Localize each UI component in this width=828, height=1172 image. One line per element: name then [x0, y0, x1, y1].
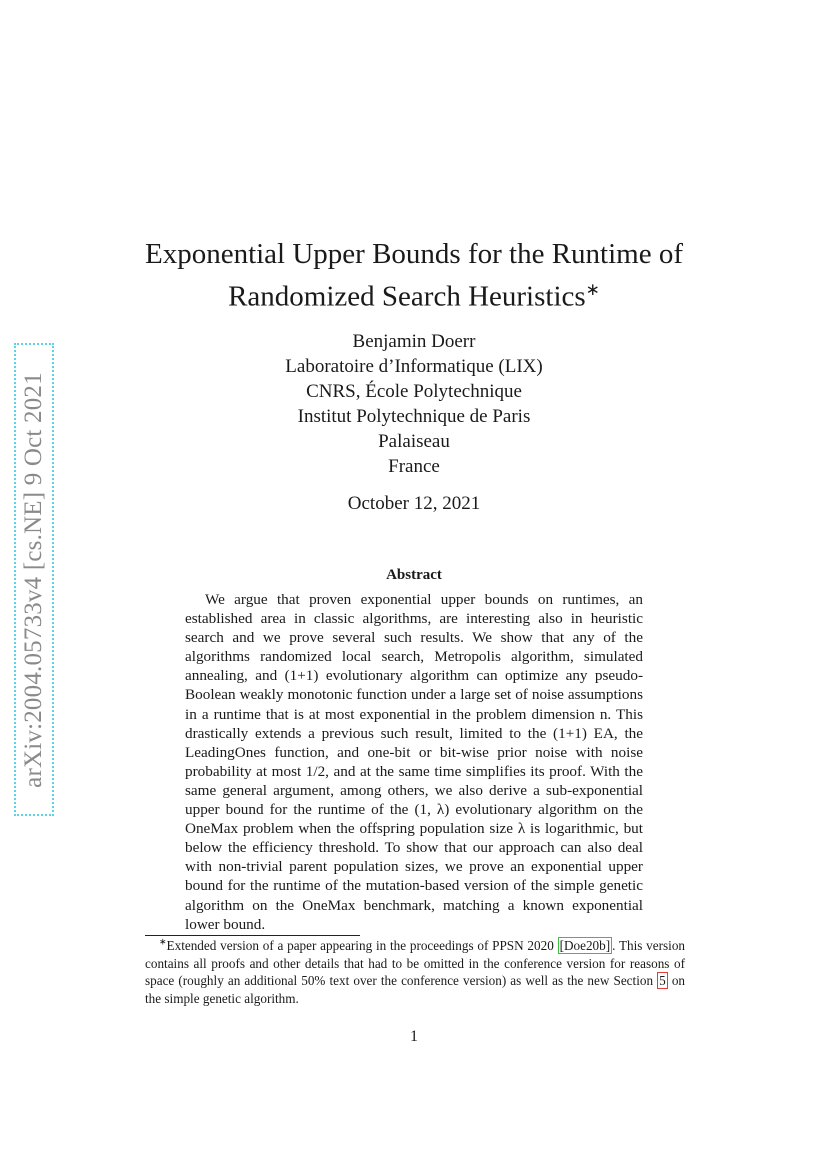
arxiv-identifier-text: arXiv:2004.05733v4 [cs.NE] 9 Oct 2021 — [20, 371, 47, 788]
footnote-paragraph — [145, 937, 685, 1007]
author-block — [0, 329, 828, 479]
abstract-body — [185, 590, 643, 934]
title-footnote-marker[interactable]: ∗ — [585, 280, 600, 299]
title-line-1: Exponential Upper Bounds for the Runtime of — [144, 238, 683, 270]
affiliation-line: CNRS, École Polytechnique — [306, 381, 522, 402]
affiliation-line: Palaiseau — [378, 431, 450, 452]
author-name: Benjamin Doerr — [352, 331, 476, 352]
affiliation-line: Laboratoire d’Informatique (LIX) — [285, 356, 543, 377]
section-reference-link[interactable]: 5 — [659, 973, 666, 989]
title-line-2-text: Randomized Search Heuristics — [228, 280, 586, 313]
footnote-text-end: on the simple genetic algorithm. — [145, 973, 686, 1006]
footnote — [145, 937, 685, 1007]
abstract-heading: Abstract — [386, 567, 442, 583]
footnote-marker: ∗ — [159, 936, 167, 947]
affiliation-line: France — [388, 456, 440, 477]
footnote-text-middle: . This version contains all proofs and other details that had to be omitted in the conference version for reasons of space (roughly an additional 50% text over the conference version) as well as the new Section — [145, 938, 686, 989]
title-line-2 — [0, 272, 828, 315]
abstract-text: We argue that proven exponential upper bounds on runtimes, an established area in classic algorithms, are interesting also in heuristic search and we prove several such results. We show that any of the algorithms randomized local search, Metropolis algorithm, simulated annealing, and (1+1) evolutionary algorithm can optimize any pseudo-Boolean weakly monotonic function under a large set of noise assumptions in a runtime that is at most exponential in the problem dimension n. This drastically extends a previous such result, limited to the (1+1) EA, the LeadingOnes function, and one-bit or bit-wise prior noise with noise probability at most 1/2, and at the same time simplifies its proof. With the same general argument, among others, we also derive a sub-exponential upper bound for the runtime of the (1, λ) evolutionary algorithm on the OneMax problem when the offspring population size λ is logarithmic, but below the efficiency threshold. To show that our approach can also deal with non-trivial parent population sizes, we prove an exponential upper bound for the runtime of the mutation-based version of the simple genetic algorithm on the OneMax benchmark, matching a known exponential lower bound. — [185, 591, 643, 933]
footnote-text-start: Extended version of a paper appearing in the proceedings of PPSN 2020 — [166, 938, 558, 953]
citation-link[interactable]: [Doe20b] — [559, 938, 611, 953]
affiliation-line: Institut Polytechnique de Paris — [297, 406, 531, 427]
footnote-divider — [145, 935, 360, 936]
paper-date: October 12, 2021 — [347, 493, 481, 514]
paper-title — [0, 236, 828, 315]
page-number: 1 — [410, 1028, 418, 1045]
